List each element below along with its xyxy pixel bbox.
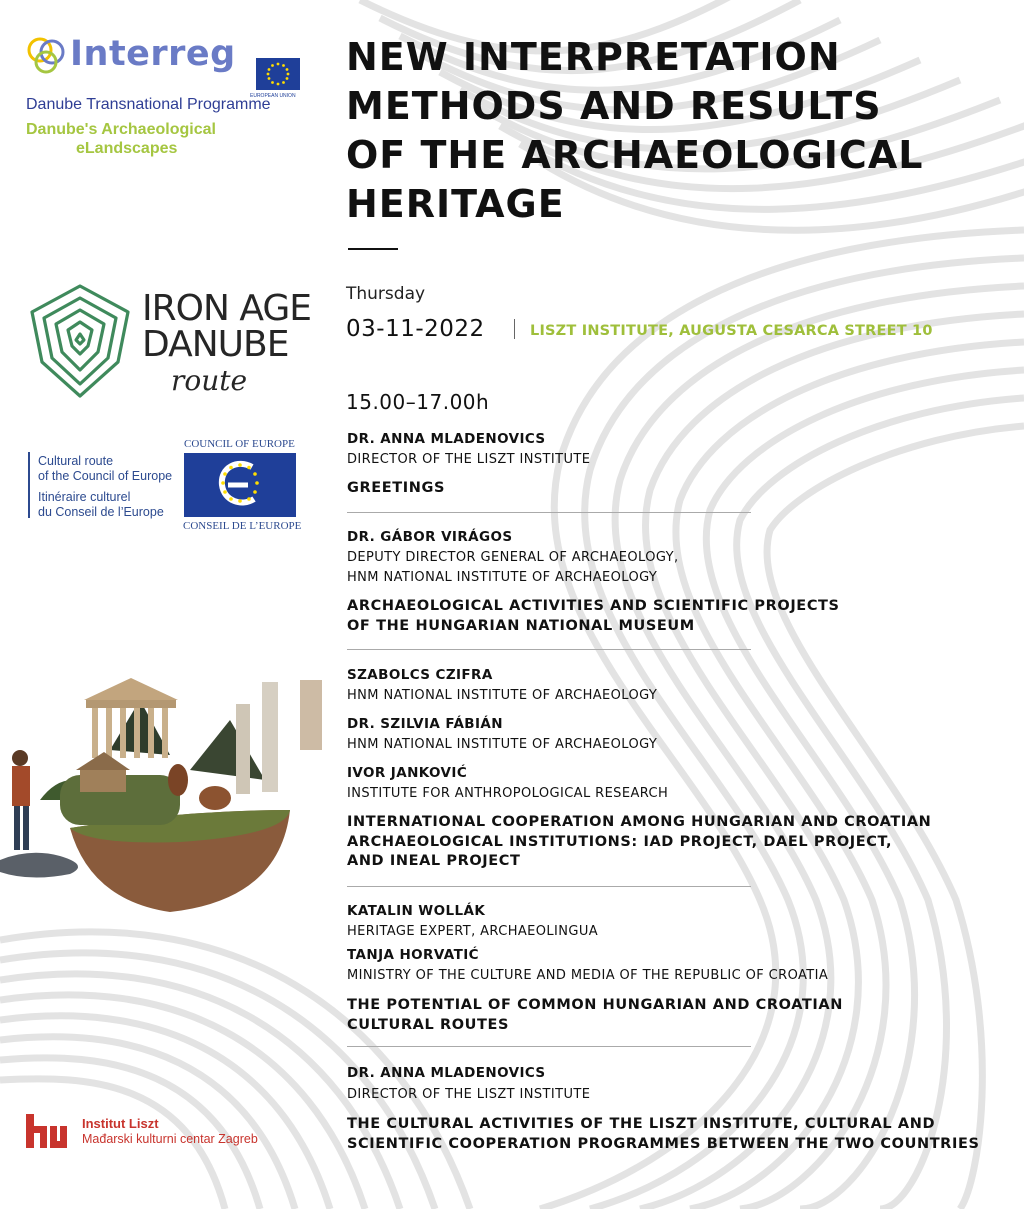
speaker-name: DR. ANNA MLADENOVICS (347, 1065, 546, 1081)
speaker-name: KATALIN WOLLÁK (347, 903, 486, 919)
speaker-role: HNM NATIONAL INSTITUTE OF ARCHAEOLOGY (347, 737, 658, 752)
liszt-logo-icon (22, 1110, 72, 1150)
liszt-line2: Mađarski kulturni centar Zagreb (82, 1132, 258, 1146)
session-divider (347, 886, 751, 887)
coe-top-caption: COUNCIL OF EUROPE (184, 438, 295, 450)
speaker-role: DIRECTOR OF THE LISZT INSTITUTE (347, 1087, 591, 1102)
coe-bottom-caption: CONSEIL DE L’EUROPE (183, 520, 302, 532)
coe-divider (28, 452, 30, 518)
council-of-europe-logo (28, 436, 308, 536)
speaker-role: HERITAGE EXPERT, ARCHAEOLINGUA (347, 924, 599, 939)
interreg-wordmark: Interreg (70, 34, 236, 74)
topic-line: THE CULTURAL ACTIVITIES OF THE LISZT INSTITUTE, CULTURAL AND (347, 1116, 936, 1132)
speaker-role: DEPUTY DIRECTOR GENERAL OF ARCHAEOLOGY, (347, 550, 679, 565)
session-divider (347, 512, 751, 513)
speaker-name: IVOR JANKOVIĆ (347, 765, 468, 781)
session-topic (347, 597, 840, 636)
archaeology-collage-illustration (0, 660, 330, 920)
iron-age-line2: DANUBE (142, 324, 289, 365)
interreg-logo (26, 34, 316, 164)
session-divider (347, 649, 751, 650)
event-title (346, 33, 1006, 229)
iron-age-maze-icon (28, 282, 132, 400)
liszt-institute-logo (22, 1108, 292, 1152)
coe-line3: Itinéraire culturel (38, 490, 131, 504)
interreg-swirl-icon (26, 36, 70, 76)
session-divider (347, 1046, 751, 1047)
topic-line: INTERNATIONAL COOPERATION AMONG HUNGARIAN AND CROATIAN (347, 814, 932, 830)
session-topic (347, 1115, 980, 1154)
speaker-name: DR. SZILVIA FÁBIÁN (347, 716, 503, 732)
coe-line2: of the Council of Europe (38, 469, 173, 483)
topic-line: ARCHAEOLOGICAL ACTIVITIES AND SCIENTIFIC PROJECTS (347, 598, 840, 614)
coe-emblem-icon (184, 453, 296, 517)
topic-line: AND INEAL PROJECT (347, 853, 521, 869)
title-divider (348, 248, 398, 250)
title-line: OF THE ARCHAEOLOGICAL (346, 133, 924, 177)
interreg-programme: Danube Transnational Programme (26, 96, 271, 113)
event-date: 03-11-2022 (346, 316, 485, 342)
title-line: NEW INTERPRETATION (346, 35, 841, 79)
session-topic (347, 813, 931, 872)
coe-line1: Cultural route (38, 454, 114, 468)
speaker-name: DR. GÁBOR VIRÁGOS (347, 529, 513, 545)
topic-line: THE POTENTIAL OF COMMON HUNGARIAN AND CROATIAN (347, 997, 843, 1013)
eu-flag-icon (256, 58, 300, 90)
topic-line: GREETINGS (347, 480, 446, 496)
title-line: METHODS AND RESULTS (346, 84, 882, 128)
topic-line: ARCHAEOLOGICAL INSTITUTIONS: IAD PROJECT, DAEL PROJECT, (347, 833, 893, 850)
eu-caption: EUROPEAN UNION (250, 93, 296, 99)
topic-line: OF THE HUNGARIAN NATIONAL MUSEUM (347, 617, 695, 634)
iron-age-danube-logo (28, 282, 311, 407)
interreg-project-line1: Danube's Archaeological (26, 121, 216, 138)
liszt-line1: Institut Liszt (82, 1116, 159, 1131)
date-separator (514, 319, 515, 339)
speaker-name: SZABOLCS CZIFRA (347, 667, 493, 683)
coe-line4: du Conseil de l’Europe (38, 505, 164, 519)
speaker-role: HNM NATIONAL INSTITUTE OF ARCHAEOLOGY (347, 570, 658, 585)
event-day: Thursday (346, 284, 426, 304)
interreg-project-line2: eLandscapes (76, 140, 178, 157)
iron-age-line1: IRON AGE (142, 288, 311, 329)
iron-age-line3: route (171, 364, 248, 397)
title-line: HERITAGE (346, 182, 565, 226)
session-topic (347, 479, 445, 499)
event-venue: LISZT INSTITUTE, AUGUSTA CESARCA STREET 10 (530, 323, 933, 339)
speaker-role: MINISTRY OF THE CULTURE AND MEDIA OF THE REPUBLIC OF CROATIA (347, 968, 829, 983)
topic-line: CULTURAL ROUTES (347, 1016, 510, 1033)
speaker-name: TANJA HORVATIĆ (347, 947, 479, 963)
speaker-role: DIRECTOR OF THE LISZT INSTITUTE (347, 452, 591, 467)
speaker-role: HNM NATIONAL INSTITUTE OF ARCHAEOLOGY (347, 688, 658, 703)
speaker-name: DR. ANNA MLADENOVICS (347, 431, 546, 447)
speaker-role: INSTITUTE FOR ANTHROPOLOGICAL RESEARCH (347, 786, 669, 801)
event-time: 15.00–17.00h (346, 390, 490, 414)
session-topic (347, 996, 843, 1035)
topic-line: SCIENTIFIC COOPERATION PROGRAMMES BETWEEN THE TWO COUNTRIES (347, 1135, 980, 1152)
